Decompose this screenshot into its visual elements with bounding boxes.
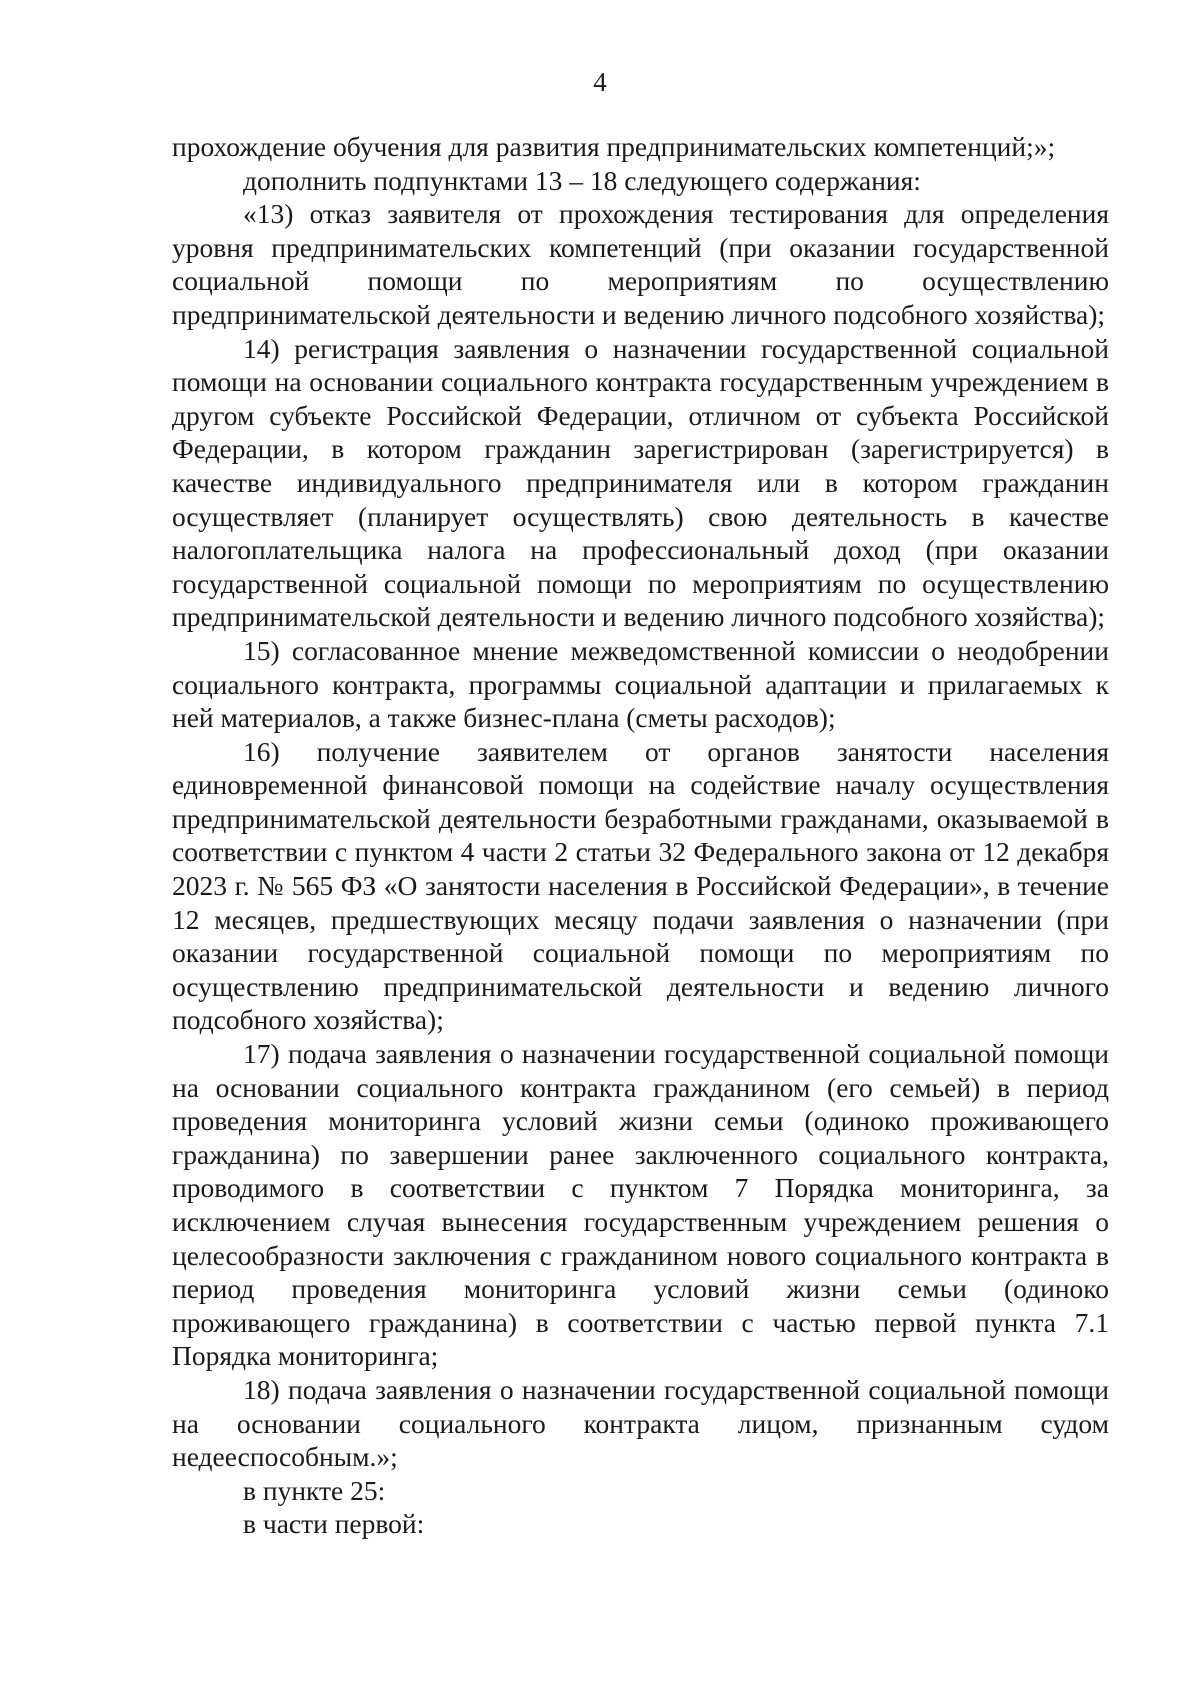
- paragraph-item-16: 16) получение заявителем от органов занятости населения единовременной финансовой помощи на содействие началу осуществления предпринимательской деятельности безработными гражданами, оказываемой в соответствии с пунктом 4 части 2 статьи 32 Федерального закона от 12 декабря 2023 г. № 565 ФЗ «О занятости населения в Российской Федерации», в течение 12 месяцев, предшествующих месяцу подачи заявления о назначении (при оказании государственной социальной помощи по мероприятиям по осуществлению предпринимательской деятельности и ведению личного подсобного хозяйства);: [172, 735, 1109, 1036]
- paragraph-item-15: 15) согласованное мнение межведомственной комиссии о неодобрении социального контракта, программы социальной адаптации и прилагаемых к ней материалов, а также бизнес-плана (сметы расходов);: [172, 634, 1109, 734]
- page-number: 4: [593, 67, 607, 97]
- document-body: [172, 130, 1109, 1541]
- paragraph-add-subitems: дополнить подпунктами 13 – 18 следующего содержания:: [243, 164, 921, 196]
- paragraph-item-13: «13) отказ заявителя от прохождения тестирования для определения уровня предпринимательских компетенций (при оказании государственной социальной помощи по мероприятиям по осуществлению предпринимательской деятельности и ведению личного подсобного хозяйства);: [172, 198, 1109, 330]
- paragraph-item-18: 18) подача заявления о назначении государственной социальной помощи на основании социального контракта лицом, признанным судом недееспособным.»;: [172, 1373, 1109, 1473]
- paragraph-part-one: в части первой:: [243, 1508, 425, 1540]
- paragraph-point-25: в пункте 25:: [243, 1474, 386, 1506]
- paragraph-item-14: 14) регистрация заявления о назначении государственной социальной помощи на основании социального контракта государственным учреждением в другом субъекте Российской Федерации, отличном от субъекта Российской Федерации, в котором гражданин зарегистрирован (зарегистрируется) в качестве индивидуального предпринимателя или в котором гражданин осуществляет (планирует осуществлять) свою деятельность в качестве налогоплательщика налога на профессиональный доход (при оказании государственной социальной помощи по мероприятиям по осуществлению предпринимательской деятельности и ведению личного подсобного хозяйства);: [172, 332, 1109, 633]
- paragraph-item-17: 17) подача заявления о назначении государственной социальной помощи на основании социального контракта гражданином (его семьей) в период проведения мониторинга условий жизни семьи (одиноко проживающего гражданина) по завершении ранее заключенного социального контракта, проводимого в соответствии с пунктом 7 Порядка мониторинга, за исключением случая вынесения государственным учреждением решения о целесообразности заключения с гражданином нового социального контракта в период проведения мониторинга условий жизни семьи (одиноко проживающего гражданина) в соответствии с частью первой пункта 7.1 Порядка мониторинга;: [172, 1038, 1109, 1372]
- paragraph-continuation: прохождение обучения для развития предпринимательских компетенций;»;: [172, 131, 1056, 162]
